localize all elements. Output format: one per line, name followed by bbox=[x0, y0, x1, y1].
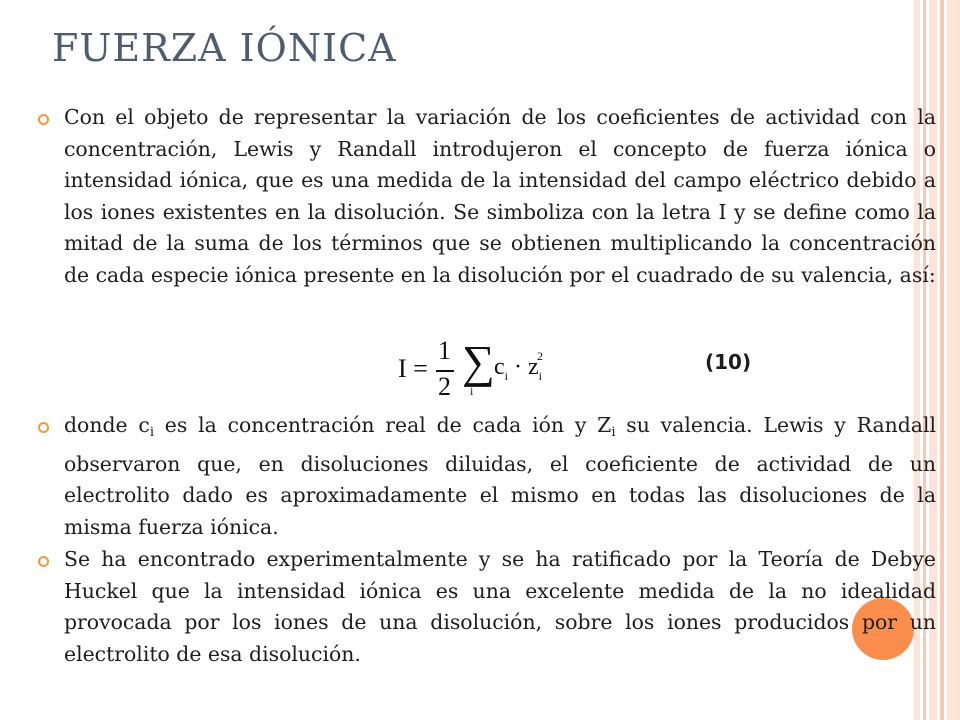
subscript-i: i bbox=[611, 425, 616, 440]
paragraph-debye-huckel: Se ha encontrado experimentalmente y se ha ratificado por la Teoría de Debye Huckel que la intensidad iónica es una excelente medida de la no idealidad provocada por los iones de una disolución, sobre los iones producidos por un electrolito de esa disolución. bbox=[64, 547, 936, 666]
summation-index: i bbox=[470, 384, 474, 398]
formula-term bbox=[494, 349, 548, 384]
dot-operator: · bbox=[514, 354, 522, 380]
paragraph-where-text-1: donde c bbox=[64, 413, 150, 437]
bullet-circle-icon bbox=[38, 114, 49, 125]
valence-exponent: 2 bbox=[537, 349, 543, 363]
formula-numerator: 1 bbox=[438, 336, 451, 365]
paragraph-where-text-2: es la concentración real de cada ión y Z bbox=[153, 413, 612, 437]
concentration-subscript: i bbox=[504, 369, 508, 383]
valence-symbol: z bbox=[528, 354, 539, 380]
paragraph-where-text-3: su valencia. Lewis y Randall observaron que, en disoluciones diluidas, el coeficiente de actividad de un electrolito dado es aproximadamente el mismo en todas las disoluciones de la misma fuerza iónica. bbox=[64, 413, 936, 539]
valence-subscript: i bbox=[538, 369, 542, 383]
formula-lhs: I = bbox=[398, 354, 428, 383]
slide-title: FUERZA IÓNICA bbox=[52, 26, 397, 70]
concentration-symbol: c bbox=[494, 354, 505, 380]
summation-icon: ∑ bbox=[462, 336, 495, 387]
bullet-circle-icon bbox=[38, 422, 49, 433]
equation-number: (10) bbox=[705, 350, 752, 374]
paragraph-where bbox=[64, 410, 936, 543]
bullet-circle-icon bbox=[38, 556, 49, 567]
paragraph-definition: Con el objeto de representar la variación de los coeficientes de actividad con la concentración, Lewis y Randall introdujeron el concepto de fuerza iónica o intensidad iónica, que es una medida de la intensidad del campo eléctrico debido a los iones existentes en la disolución. Se simboliza con la letra I y se define como la mitad de la suma de los términos que se obtienen multiplicando la concentración de cada especie iónica presente en la disolución por el cuadrado de su valencia, así: bbox=[64, 105, 936, 287]
formula-denominator: 2 bbox=[438, 372, 451, 401]
subscript-i: i bbox=[149, 425, 154, 440]
